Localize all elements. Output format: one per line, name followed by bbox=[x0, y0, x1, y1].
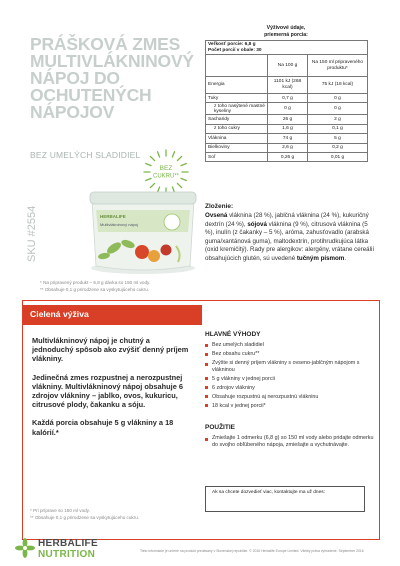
section-title: Cielená výživa bbox=[30, 309, 89, 319]
advantage-item: Obsahuje rozpustnú aj nerozpustnú vlákninu bbox=[205, 393, 375, 402]
svg-text:Multivlákninový nápoj: Multivlákninový nápoj bbox=[100, 222, 139, 227]
product-title: PRÁŠKOVÁ ZMES MULTIVLÁKNINOVÝ NÁPOJ DO OCHUTENÝCH NÁPOJOV bbox=[30, 34, 194, 122]
nutrition-row: Soľ 0,26 g 0,01 g bbox=[206, 152, 368, 161]
advantage-item: Bez umelých sladidiel bbox=[205, 341, 375, 350]
usage-title: POUŽITIE bbox=[205, 424, 235, 431]
nutrition-row: z toho cukry 1,6 g 0,1 g bbox=[206, 124, 368, 133]
legal-text: Tieto informácie je určené na produkt predávaný v Slovenskej republike. © 2016 Herbalife Europe Limited. Všetky práva vyhradené. September 2016 bbox=[140, 549, 364, 553]
advantages-list bbox=[205, 341, 375, 411]
leaf-logo-icon bbox=[14, 537, 36, 559]
badge-line2: CUKRU** bbox=[152, 173, 180, 180]
nutrition-row: Tuky 0,7 g 0 g bbox=[206, 94, 368, 103]
nutrition-info-row: Veľkosť porcie: 6,8 g Počet porcií v obale: 30 bbox=[206, 41, 368, 55]
sku-label bbox=[26, 200, 40, 262]
logo-line2: NUTRITION bbox=[38, 549, 96, 560]
nutrition-row: Vláknina 74 g 5 g bbox=[206, 134, 368, 143]
advantages-title: HLAVNÉ VÝHODY bbox=[205, 331, 261, 338]
section-footnotes: * Pri príprave so 150 ml vody. ** Obsahuje 0,1 g prirodzene sa vyskytujúceho cukru. bbox=[30, 508, 140, 520]
badge-line1: BEZ bbox=[159, 165, 173, 172]
product-subtitle: BEZ UMELÝCH SLADIDIEL bbox=[30, 150, 141, 160]
nutrition-heading: Výživové údaje, priemerná porcia: bbox=[264, 25, 308, 38]
advantage-item: 6 zdrojov vlákniny bbox=[205, 384, 375, 393]
sku-text: SKU #2554 bbox=[26, 205, 38, 262]
nutrition-row: Sacharidy 26 g 2 g bbox=[206, 115, 368, 124]
contact-text: Ak sa chcete dozvedieť viac, kontaktujte ma už dnes: bbox=[212, 490, 325, 495]
ingredients-text: Ovsená vláknina (28 %), jablčná vláknina (24 %), kukuričný dextrín (24 %), sójová vláknina (9 %), citrusová vláknina (5 %), inulín (z čakanky – 5 %), aróma, zahusťovadlo (arabská guma/xantánová guma), maltodextrín, protihrudkujúca látka (oxid kremičitý). Rady pre alergikov: alergény, vrátane cereálií obsahujúcich glutén, sú uvedené tučným písmom. bbox=[205, 212, 375, 262]
ingredients-title: Zloženie: bbox=[205, 203, 234, 210]
product-tub-image bbox=[84, 188, 202, 276]
advantage-item: 18 kcal v jednej porcii* bbox=[205, 402, 375, 411]
advantage-item: 5 g vlákniny v jednej porcii bbox=[205, 375, 375, 384]
nutrition-row: Bielkoviny 2,6 g 0,2 g bbox=[206, 143, 368, 152]
product-description: Multivlákninový nápoj je chutný a jednoduchý spôsob ako zvýšiť denný príjem vlákniny. Jedinečná zmes rozpustnej a nerozpustnej vlákniny. Multivlákninový nápoj obsahuje 6 zdrojov vlákniny – jablko, ovos, kukuricu, citrusové plody, čakanku a sóju. Každá porcia obsahuje 5 g vlákniny a 18 kalórií.* bbox=[32, 336, 189, 437]
advantage-item: Bez obsahu cukru** bbox=[205, 350, 375, 359]
usage-item: Zmiešajte 1 odmerku (6,8 g) so 150 ml vody alebo pridajte odmerku do svojho obľúbeného nápoja, zmiešajte a vychutnávajte. bbox=[205, 435, 375, 448]
nutrition-row: Energia 1101 kJ (268 kcal) 75 kJ (18 kcal) bbox=[206, 77, 368, 94]
usage-list bbox=[205, 434, 375, 450]
product-footnotes: * Na pripravený produkt – 6,8 g dávka so 150 ml vody. ** Obsahuje 0,1 g prirodzene sa vyskytujúceho cukru. bbox=[40, 280, 151, 292]
advantage-item: Zvýšte si denný príjem vlákniny s ovseno-jablčným nápojom s vlákninou bbox=[205, 360, 375, 373]
logo-line1: HERBALIFE bbox=[38, 538, 98, 549]
nutrition-header-row: Na 100 g Na 150 ml pripraveného produktu* bbox=[206, 55, 368, 77]
herbalife-logo bbox=[14, 536, 134, 562]
nutrition-table bbox=[205, 40, 368, 162]
svg-text:HERBALIFE: HERBALIFE bbox=[100, 214, 126, 219]
nutrition-row: z toho nasýtené mastné kyseliny 0 g 0 g bbox=[206, 103, 368, 115]
